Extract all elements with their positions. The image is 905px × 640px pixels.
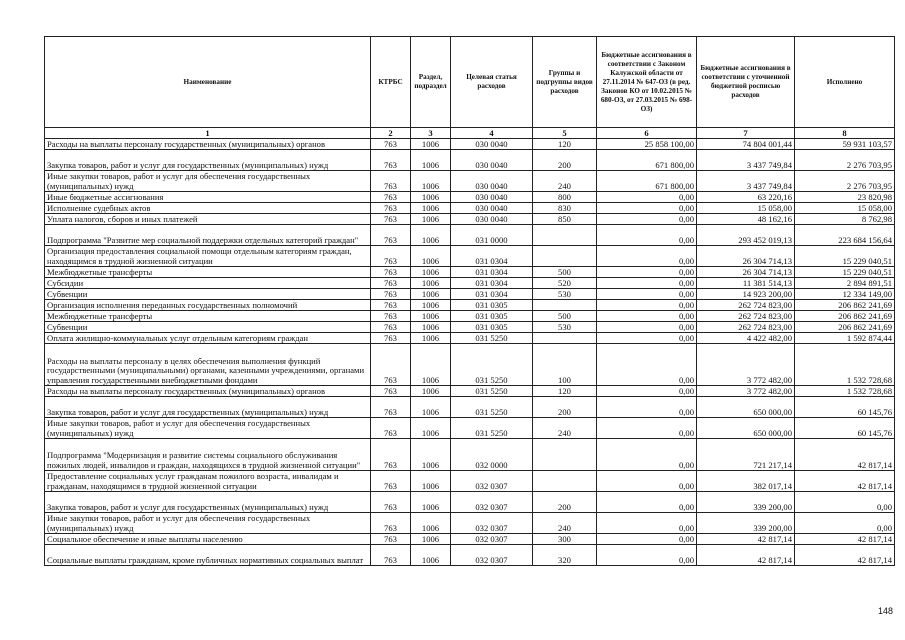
- column-number: 6: [597, 128, 697, 139]
- row-target: 032 0307: [451, 545, 533, 566]
- row-name: Уплата налогов, сборов и иных платежей: [45, 214, 371, 225]
- table-row: [45, 267, 895, 278]
- row-executed: 60 145,76: [795, 397, 895, 418]
- table-row: [45, 545, 895, 566]
- row-section: 1006: [411, 513, 451, 534]
- row-executed: 42 817,14: [795, 439, 895, 471]
- row-group: 120: [533, 386, 597, 397]
- row-name: Подпрограмма "Модернизация и развитие системы социального обслуживания пожилых людей, инвалидов и граждан, находящихся в трудной жизненной ситуации": [45, 439, 371, 471]
- row-section: 1006: [411, 278, 451, 289]
- row-executed: 206 862 241,69: [795, 300, 895, 311]
- row-group: [533, 471, 597, 492]
- row-refined-assignment: 48 162,16: [697, 214, 795, 225]
- row-law-assignment: 0,00: [597, 333, 697, 344]
- row-executed: 60 145,76: [795, 418, 895, 439]
- row-law-assignment: 0,00: [597, 267, 697, 278]
- column-number: 5: [533, 128, 597, 139]
- row-law-assignment: 0,00: [597, 192, 697, 203]
- row-section: 1006: [411, 225, 451, 246]
- row-refined-assignment: 74 804 001,44: [697, 139, 795, 150]
- row-ktrbs: 763: [371, 246, 411, 267]
- row-group: [533, 246, 597, 267]
- row-refined-assignment: 650 000,00: [697, 418, 795, 439]
- table-row: [45, 278, 895, 289]
- row-name: Исполнение судебных актов: [45, 203, 371, 214]
- row-name: Организация предоставления социальной помощи отдельным категориям граждан, находящимся в трудной жизненной ситуации: [45, 246, 371, 267]
- row-name: Иные бюджетные ассигнования: [45, 192, 371, 203]
- row-refined-assignment: 650 000,00: [697, 397, 795, 418]
- row-law-assignment: 0,00: [597, 246, 697, 267]
- column-number: 7: [697, 128, 795, 139]
- row-target: 030 0040: [451, 203, 533, 214]
- row-group: 200: [533, 150, 597, 171]
- row-executed: 42 817,14: [795, 471, 895, 492]
- row-law-assignment: 0,00: [597, 300, 697, 311]
- row-target: 030 0040: [451, 139, 533, 150]
- row-name: Расходы на выплаты персоналу в целях обеспечения выполнения функций государственными (муниципальными) органами, казенными учреждениями, органами управления государственными внебюджетными фондами: [45, 344, 371, 386]
- row-law-assignment: 0,00: [597, 386, 697, 397]
- row-group: [533, 333, 597, 344]
- row-target: 030 0040: [451, 171, 533, 192]
- row-name: Социальное обеспечение и иные выплаты населению: [45, 534, 371, 545]
- row-refined-assignment: 3 772 482,00: [697, 386, 795, 397]
- row-group: [533, 225, 597, 246]
- row-executed: 42 817,14: [795, 545, 895, 566]
- column-number: 4: [451, 128, 533, 139]
- row-section: 1006: [411, 322, 451, 333]
- row-executed: 42 817,14: [795, 534, 895, 545]
- row-section: 1006: [411, 289, 451, 300]
- table-row: [45, 386, 895, 397]
- row-executed: 1 532 728,68: [795, 344, 895, 386]
- row-refined-assignment: 26 304 714,13: [697, 246, 795, 267]
- table-row: [45, 214, 895, 225]
- row-refined-assignment: 14 923 200,00: [697, 289, 795, 300]
- row-executed: 206 862 241,69: [795, 311, 895, 322]
- table-row: [45, 150, 895, 171]
- column-number-row: [45, 128, 895, 139]
- table-row: [45, 225, 895, 246]
- row-ktrbs: 763: [371, 492, 411, 513]
- column-number: 3: [411, 128, 451, 139]
- row-refined-assignment: 3 772 482,00: [697, 344, 795, 386]
- table-row: [45, 322, 895, 333]
- row-target: 031 0304: [451, 278, 533, 289]
- table-row: [45, 289, 895, 300]
- row-law-assignment: 0,00: [597, 545, 697, 566]
- row-law-assignment: 0,00: [597, 289, 697, 300]
- row-target: 032 0307: [451, 471, 533, 492]
- table-row: [45, 203, 895, 214]
- row-section: 1006: [411, 246, 451, 267]
- row-name: Закупка товаров, работ и услуг для государственных (муниципальных) нужд: [45, 150, 371, 171]
- table-row: [45, 534, 895, 545]
- table-row: [45, 492, 895, 513]
- header-executed: Исполнено: [795, 37, 895, 128]
- budget-sheet: [44, 36, 895, 566]
- row-law-assignment: 0,00: [597, 534, 697, 545]
- row-section: 1006: [411, 418, 451, 439]
- row-ktrbs: 763: [371, 513, 411, 534]
- row-refined-assignment: 42 817,14: [697, 545, 795, 566]
- row-name: Расходы на выплаты персоналу государственных (муниципальных) органов: [45, 386, 371, 397]
- row-law-assignment: 0,00: [597, 311, 697, 322]
- table-row: [45, 171, 895, 192]
- row-law-assignment: 671 800,00: [597, 150, 697, 171]
- table-row: [45, 397, 895, 418]
- row-target: 030 0040: [451, 192, 533, 203]
- page-number: 148: [877, 606, 893, 616]
- header-groups: Группы и подгруппы видов расходов: [533, 37, 597, 128]
- row-section: 1006: [411, 545, 451, 566]
- header-law-assignments: Бюджетные ассигнования в соответствии с Законом Калужской области от 27.11.2014 № 647-ОЗ (в ред. Законов КО от 10.02.2015 № 680-ОЗ, от 27.03.2015 № 698-ОЗ): [597, 37, 697, 128]
- row-executed: 0,00: [795, 492, 895, 513]
- row-group: 320: [533, 545, 597, 566]
- table-row: [45, 418, 895, 439]
- row-law-assignment: 0,00: [597, 513, 697, 534]
- row-name: Иные закупки товаров, работ и услуг для обеспечения государственных (муниципальных) нужд: [45, 418, 371, 439]
- row-executed: 23 820,98: [795, 192, 895, 203]
- row-group: [533, 300, 597, 311]
- row-law-assignment: 671 800,00: [597, 171, 697, 192]
- row-executed: 2 894 891,51: [795, 278, 895, 289]
- row-section: 1006: [411, 344, 451, 386]
- row-target: 031 0304: [451, 289, 533, 300]
- row-law-assignment: 0,00: [597, 439, 697, 471]
- row-executed: 2 276 703,95: [795, 171, 895, 192]
- row-group: 200: [533, 492, 597, 513]
- row-group: 500: [533, 311, 597, 322]
- row-name: Организация исполнения переданных государственных полномочий: [45, 300, 371, 311]
- row-target: 030 0040: [451, 150, 533, 171]
- row-section: 1006: [411, 192, 451, 203]
- row-ktrbs: 763: [371, 300, 411, 311]
- row-name: Закупка товаров, работ и услуг для государственных (муниципальных) нужд: [45, 397, 371, 418]
- table-row: [45, 344, 895, 386]
- header-row: [45, 37, 895, 128]
- row-target: 032 0307: [451, 534, 533, 545]
- header-refined-assignments: Бюджетные ассигнования в соответствии с уточненной бюджетной росписью расходов: [697, 37, 795, 128]
- table-row: [45, 192, 895, 203]
- row-group: 240: [533, 418, 597, 439]
- row-law-assignment: 25 858 100,00: [597, 139, 697, 150]
- row-target: 031 5250: [451, 418, 533, 439]
- row-name: Иные закупки товаров, работ и услуг для обеспечения государственных (муниципальных) нужд: [45, 171, 371, 192]
- row-refined-assignment: 11 381 514,13: [697, 278, 795, 289]
- row-executed: 2 276 703,95: [795, 150, 895, 171]
- row-target: 031 0000: [451, 225, 533, 246]
- row-section: 1006: [411, 397, 451, 418]
- row-law-assignment: 0,00: [597, 278, 697, 289]
- row-group: 800: [533, 192, 597, 203]
- row-executed: 1 532 728,68: [795, 386, 895, 397]
- row-ktrbs: 763: [371, 418, 411, 439]
- row-law-assignment: 0,00: [597, 203, 697, 214]
- row-ktrbs: 763: [371, 203, 411, 214]
- row-executed: 0,00: [795, 513, 895, 534]
- row-group: 850: [533, 214, 597, 225]
- row-ktrbs: 763: [371, 397, 411, 418]
- table-row: [45, 246, 895, 267]
- row-refined-assignment: 26 304 714,13: [697, 267, 795, 278]
- column-number: 1: [45, 128, 371, 139]
- row-executed: 15 058,00: [795, 203, 895, 214]
- row-group: 240: [533, 171, 597, 192]
- row-refined-assignment: 262 724 823,00: [697, 311, 795, 322]
- table-row: [45, 471, 895, 492]
- row-target: 030 0040: [451, 214, 533, 225]
- row-group: 120: [533, 139, 597, 150]
- row-name: Межбюджетные трансферты: [45, 311, 371, 322]
- row-refined-assignment: 3 437 749,84: [697, 171, 795, 192]
- header-ktrbs: КТРБС: [371, 37, 411, 128]
- row-target: 031 0305: [451, 322, 533, 333]
- row-ktrbs: 763: [371, 333, 411, 344]
- row-refined-assignment: 3 437 749,84: [697, 150, 795, 171]
- row-group: 200: [533, 397, 597, 418]
- row-section: 1006: [411, 333, 451, 344]
- row-executed: 8 762,98: [795, 214, 895, 225]
- row-target: 032 0307: [451, 513, 533, 534]
- budget-table-body: [45, 139, 895, 566]
- row-executed: 15 229 040,51: [795, 267, 895, 278]
- row-name: Закупка товаров, работ и услуг для государственных (муниципальных) нужд: [45, 492, 371, 513]
- row-ktrbs: 763: [371, 267, 411, 278]
- row-refined-assignment: 721 217,14: [697, 439, 795, 471]
- row-section: 1006: [411, 203, 451, 214]
- row-section: 1006: [411, 439, 451, 471]
- row-ktrbs: 763: [371, 386, 411, 397]
- table-row: [45, 311, 895, 322]
- column-number: 8: [795, 128, 895, 139]
- row-target: 031 5250: [451, 397, 533, 418]
- row-name: Иные закупки товаров, работ и услуг для обеспечения государственных (муниципальных) нужд: [45, 513, 371, 534]
- row-section: 1006: [411, 139, 451, 150]
- row-group: 830: [533, 203, 597, 214]
- row-ktrbs: 763: [371, 344, 411, 386]
- row-law-assignment: 0,00: [597, 322, 697, 333]
- row-name: Оплата жилищно-коммунальных услуг отдельным категориям граждан: [45, 333, 371, 344]
- row-name: Субвенции: [45, 322, 371, 333]
- row-group: 100: [533, 344, 597, 386]
- table-row: [45, 333, 895, 344]
- row-law-assignment: 0,00: [597, 397, 697, 418]
- row-ktrbs: 763: [371, 322, 411, 333]
- row-section: 1006: [411, 534, 451, 545]
- row-refined-assignment: 262 724 823,00: [697, 300, 795, 311]
- row-executed: 12 334 149,00: [795, 289, 895, 300]
- row-ktrbs: 763: [371, 289, 411, 300]
- row-name: Межбюджетные трансферты: [45, 267, 371, 278]
- header-target: Целевая статья расходов: [451, 37, 533, 128]
- row-law-assignment: 0,00: [597, 225, 697, 246]
- row-section: 1006: [411, 386, 451, 397]
- row-refined-assignment: 382 017,14: [697, 471, 795, 492]
- row-name: Расходы на выплаты персоналу государственных (муниципальных) органов: [45, 139, 371, 150]
- row-refined-assignment: 15 058,00: [697, 203, 795, 214]
- row-refined-assignment: 339 200,00: [697, 513, 795, 534]
- row-section: 1006: [411, 492, 451, 513]
- row-executed: 223 684 156,64: [795, 225, 895, 246]
- row-executed: 206 862 241,69: [795, 322, 895, 333]
- row-target: 031 0304: [451, 267, 533, 278]
- row-executed: 59 931 103,57: [795, 139, 895, 150]
- row-ktrbs: 763: [371, 214, 411, 225]
- column-number: 2: [371, 128, 411, 139]
- row-refined-assignment: 63 220,16: [697, 192, 795, 203]
- row-section: 1006: [411, 300, 451, 311]
- row-ktrbs: 763: [371, 311, 411, 322]
- row-executed: 15 229 040,51: [795, 246, 895, 267]
- row-ktrbs: 763: [371, 139, 411, 150]
- table-row: [45, 513, 895, 534]
- row-section: 1006: [411, 171, 451, 192]
- row-law-assignment: 0,00: [597, 492, 697, 513]
- row-name: Субсидии: [45, 278, 371, 289]
- row-name: Субвенции: [45, 289, 371, 300]
- row-group: 520: [533, 278, 597, 289]
- row-target: 031 5250: [451, 344, 533, 386]
- row-law-assignment: 0,00: [597, 344, 697, 386]
- header-name: Наименование: [45, 37, 371, 128]
- row-target: 031 5250: [451, 386, 533, 397]
- row-name: Социальные выплаты гражданам, кроме публичных нормативных социальных выплат: [45, 545, 371, 566]
- row-name: Подпрограмма "Развитие мер социальной поддержки отдельных категорий граждан": [45, 225, 371, 246]
- row-law-assignment: 0,00: [597, 418, 697, 439]
- header-section: Раздел, подраздел: [411, 37, 451, 128]
- row-refined-assignment: 4 422 482,00: [697, 333, 795, 344]
- row-name: Предоставление социальных услуг гражданам пожилого возраста, инвалидам и гражданам, находящимся в трудной жизненной ситуации: [45, 471, 371, 492]
- row-section: 1006: [411, 150, 451, 171]
- row-law-assignment: 0,00: [597, 214, 697, 225]
- row-section: 1006: [411, 311, 451, 322]
- row-ktrbs: 763: [371, 439, 411, 471]
- row-ktrbs: 763: [371, 278, 411, 289]
- row-target: 032 0307: [451, 492, 533, 513]
- row-group: 530: [533, 289, 597, 300]
- row-ktrbs: 763: [371, 545, 411, 566]
- row-target: 031 5250: [451, 333, 533, 344]
- row-refined-assignment: 339 200,00: [697, 492, 795, 513]
- row-refined-assignment: 42 817,14: [697, 534, 795, 545]
- row-ktrbs: 763: [371, 534, 411, 545]
- row-ktrbs: 763: [371, 225, 411, 246]
- row-section: 1006: [411, 214, 451, 225]
- row-executed: 1 592 874,44: [795, 333, 895, 344]
- budget-table: [44, 36, 895, 566]
- row-group: 500: [533, 267, 597, 278]
- row-target: 031 0305: [451, 300, 533, 311]
- row-ktrbs: 763: [371, 171, 411, 192]
- row-group: 530: [533, 322, 597, 333]
- table-row: [45, 439, 895, 471]
- row-ktrbs: 763: [371, 150, 411, 171]
- row-law-assignment: 0,00: [597, 471, 697, 492]
- row-target: 031 0305: [451, 311, 533, 322]
- row-section: 1006: [411, 471, 451, 492]
- row-refined-assignment: 262 724 823,00: [697, 322, 795, 333]
- table-row: [45, 300, 895, 311]
- row-refined-assignment: 293 452 019,13: [697, 225, 795, 246]
- row-target: 032 0000: [451, 439, 533, 471]
- row-section: 1006: [411, 267, 451, 278]
- row-ktrbs: 763: [371, 471, 411, 492]
- row-ktrbs: 763: [371, 192, 411, 203]
- row-group: [533, 439, 597, 471]
- table-row: [45, 139, 895, 150]
- row-group: 240: [533, 513, 597, 534]
- row-target: 031 0304: [451, 246, 533, 267]
- row-group: 300: [533, 534, 597, 545]
